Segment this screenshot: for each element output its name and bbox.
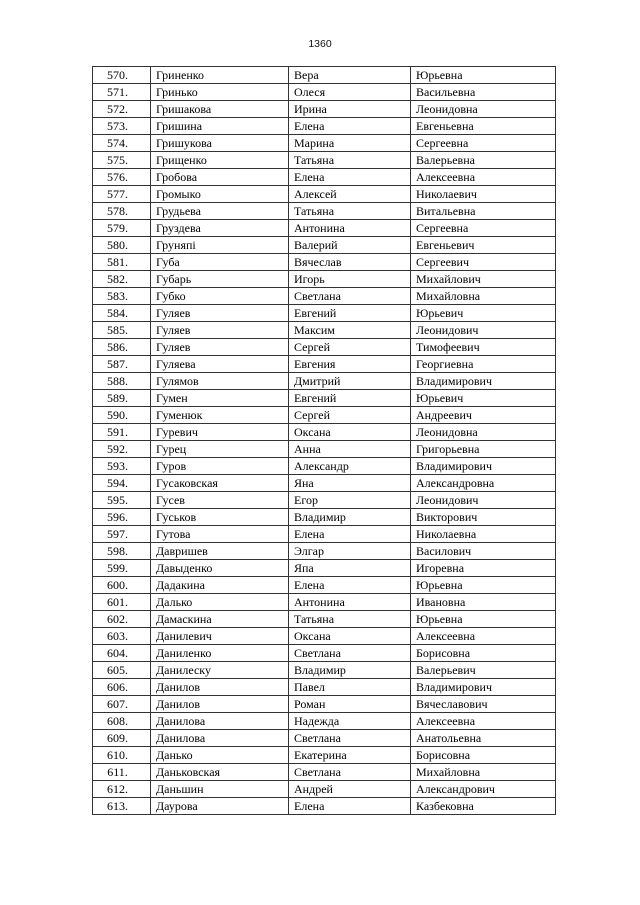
first-name-cell: Татьяна: [289, 152, 411, 169]
row-number-cell: 610.: [93, 747, 151, 764]
patronymic-cell: Игоревна: [411, 560, 556, 577]
patronymic-cell: Сергеевна: [411, 135, 556, 152]
patronymic-cell: Евгеньевна: [411, 118, 556, 135]
first-name-cell: Елена: [289, 798, 411, 815]
patronymic-cell: Вячеславович: [411, 696, 556, 713]
surname-cell: Данилевич: [151, 628, 289, 645]
first-name-cell: Екатерина: [289, 747, 411, 764]
patronymic-cell: Юрьевна: [411, 611, 556, 628]
row-number-cell: 612.: [93, 781, 151, 798]
table-row: [93, 662, 556, 679]
first-name-cell: Евгений: [289, 390, 411, 407]
surname-cell: Гринько: [151, 84, 289, 101]
page-number: 1360: [308, 38, 332, 50]
surname-cell: Гуменюк: [151, 407, 289, 424]
row-number-cell: 585.: [93, 322, 151, 339]
first-name-cell: Светлана: [289, 730, 411, 747]
first-name-cell: Оксана: [289, 424, 411, 441]
patronymic-cell: Казбековна: [411, 798, 556, 815]
row-number-cell: 606.: [93, 679, 151, 696]
table-row: [93, 696, 556, 713]
patronymic-cell: Сергеевич: [411, 254, 556, 271]
surname-cell: Данько: [151, 747, 289, 764]
first-name-cell: Максим: [289, 322, 411, 339]
patronymic-cell: Алексеевна: [411, 169, 556, 186]
patronymic-cell: Михайловна: [411, 288, 556, 305]
row-number-cell: 605.: [93, 662, 151, 679]
patronymic-cell: Юрьевич: [411, 305, 556, 322]
table-row: [93, 373, 556, 390]
patronymic-cell: Валерьевна: [411, 152, 556, 169]
table-row: [93, 577, 556, 594]
table-row: [93, 560, 556, 577]
table-row: [93, 594, 556, 611]
patronymic-cell: Борисовна: [411, 747, 556, 764]
row-number-cell: 591.: [93, 424, 151, 441]
surname-cell: Даньковская: [151, 764, 289, 781]
first-name-cell: Элгар: [289, 543, 411, 560]
surname-cell: Гулямов: [151, 373, 289, 390]
surname-cell: Гуляева: [151, 356, 289, 373]
surname-cell: Гуляев: [151, 305, 289, 322]
surname-cell: Гусев: [151, 492, 289, 509]
patronymic-cell: Тимофеевич: [411, 339, 556, 356]
patronymic-cell: Василович: [411, 543, 556, 560]
patronymic-cell: Васильевна: [411, 84, 556, 101]
table-row: [93, 679, 556, 696]
row-number-cell: 593.: [93, 458, 151, 475]
row-number-cell: 576.: [93, 169, 151, 186]
surname-cell: Гришина: [151, 118, 289, 135]
patronymic-cell: Григорьевна: [411, 441, 556, 458]
first-name-cell: Вячеслав: [289, 254, 411, 271]
row-number-cell: 611.: [93, 764, 151, 781]
table-row: [93, 458, 556, 475]
row-number-cell: 595.: [93, 492, 151, 509]
surname-cell: Данилов: [151, 696, 289, 713]
row-number-cell: 600.: [93, 577, 151, 594]
table-row: [93, 730, 556, 747]
first-name-cell: Светлана: [289, 764, 411, 781]
surname-cell: Даурова: [151, 798, 289, 815]
surname-cell: Гуров: [151, 458, 289, 475]
table-row: [93, 747, 556, 764]
table-row: [93, 645, 556, 662]
surname-cell: Гуляев: [151, 322, 289, 339]
table-row: [93, 356, 556, 373]
surname-cell: Гурец: [151, 441, 289, 458]
first-name-cell: Евгений: [289, 305, 411, 322]
surname-cell: Гробова: [151, 169, 289, 186]
surname-cell: Гуськов: [151, 509, 289, 526]
table-row: [93, 339, 556, 356]
row-number-cell: 582.: [93, 271, 151, 288]
patronymic-cell: Анатольевна: [411, 730, 556, 747]
surname-cell: Данилов: [151, 679, 289, 696]
table-row: [93, 84, 556, 101]
patronymic-cell: Витальевна: [411, 203, 556, 220]
row-number-cell: 603.: [93, 628, 151, 645]
surname-cell: Гусаковская: [151, 475, 289, 492]
first-name-cell: Павел: [289, 679, 411, 696]
patronymic-cell: Владимирович: [411, 373, 556, 390]
table-row: [93, 390, 556, 407]
row-number-cell: 571.: [93, 84, 151, 101]
patronymic-cell: Михайловна: [411, 764, 556, 781]
row-number-cell: 572.: [93, 101, 151, 118]
first-name-cell: Дмитрий: [289, 373, 411, 390]
row-number-cell: 574.: [93, 135, 151, 152]
table-row: [93, 798, 556, 815]
first-name-cell: Антонина: [289, 220, 411, 237]
surname-cell: Губарь: [151, 271, 289, 288]
patronymic-cell: Алексеевна: [411, 713, 556, 730]
table-row: [93, 781, 556, 798]
table-row: [93, 101, 556, 118]
table-row: [93, 203, 556, 220]
surname-cell: Данилова: [151, 730, 289, 747]
table-row: [93, 288, 556, 305]
row-number-cell: 586.: [93, 339, 151, 356]
row-number-cell: 570.: [93, 67, 151, 84]
table-row: [93, 152, 556, 169]
first-name-cell: Антонина: [289, 594, 411, 611]
table-row: [93, 237, 556, 254]
first-name-cell: Елена: [289, 118, 411, 135]
patronymic-cell: Владимирович: [411, 458, 556, 475]
table-row: [93, 271, 556, 288]
first-name-cell: Сергей: [289, 339, 411, 356]
table-row: [93, 543, 556, 560]
surname-cell: Громыко: [151, 186, 289, 203]
surname-cell: Дамаскина: [151, 611, 289, 628]
first-name-cell: Светлана: [289, 645, 411, 662]
surname-cell: Данилова: [151, 713, 289, 730]
patronymic-cell: Юрьевич: [411, 390, 556, 407]
names-table: [92, 66, 556, 815]
patronymic-cell: Валерьевич: [411, 662, 556, 679]
row-number-cell: 588.: [93, 373, 151, 390]
surname-cell: Губко: [151, 288, 289, 305]
row-number-cell: 579.: [93, 220, 151, 237]
first-name-cell: Елена: [289, 577, 411, 594]
first-name-cell: Игорь: [289, 271, 411, 288]
patronymic-cell: Александрович: [411, 781, 556, 798]
patronymic-cell: Сергеевна: [411, 220, 556, 237]
table-row: [93, 509, 556, 526]
first-name-cell: Япа: [289, 560, 411, 577]
first-name-cell: Татьяна: [289, 203, 411, 220]
first-name-cell: Надежда: [289, 713, 411, 730]
surname-cell: Гуревич: [151, 424, 289, 441]
table-row: [93, 628, 556, 645]
surname-cell: Даньшин: [151, 781, 289, 798]
table-row: [93, 713, 556, 730]
surname-cell: Груняпі: [151, 237, 289, 254]
first-name-cell: Елена: [289, 169, 411, 186]
patronymic-cell: Михайлович: [411, 271, 556, 288]
surname-cell: Гуляев: [151, 339, 289, 356]
first-name-cell: Татьяна: [289, 611, 411, 628]
row-number-cell: 599.: [93, 560, 151, 577]
surname-cell: Грудьева: [151, 203, 289, 220]
first-name-cell: Олеся: [289, 84, 411, 101]
row-number-cell: 602.: [93, 611, 151, 628]
row-number-cell: 575.: [93, 152, 151, 169]
table-row: [93, 118, 556, 135]
table-row: [93, 764, 556, 781]
table-row: [93, 526, 556, 543]
patronymic-cell: Андреевич: [411, 407, 556, 424]
surname-cell: Гутова: [151, 526, 289, 543]
table-row: [93, 305, 556, 322]
surname-cell: Гришакова: [151, 101, 289, 118]
table-body: [93, 67, 556, 815]
row-number-cell: 608.: [93, 713, 151, 730]
patronymic-cell: Юрьевна: [411, 67, 556, 84]
patronymic-cell: Леонидовна: [411, 424, 556, 441]
patronymic-cell: Николаевна: [411, 526, 556, 543]
first-name-cell: Андрей: [289, 781, 411, 798]
first-name-cell: Владимир: [289, 509, 411, 526]
surname-cell: Груздева: [151, 220, 289, 237]
table-row: [93, 169, 556, 186]
first-name-cell: Владимир: [289, 662, 411, 679]
table-row: [93, 186, 556, 203]
table-row: [93, 322, 556, 339]
row-number-cell: 601.: [93, 594, 151, 611]
surname-cell: Грищенко: [151, 152, 289, 169]
first-name-cell: Егор: [289, 492, 411, 509]
patronymic-cell: Викторович: [411, 509, 556, 526]
first-name-cell: Александр: [289, 458, 411, 475]
patronymic-cell: Леонидовна: [411, 101, 556, 118]
row-number-cell: 596.: [93, 509, 151, 526]
row-number-cell: 580.: [93, 237, 151, 254]
patronymic-cell: Александровна: [411, 475, 556, 492]
row-number-cell: 607.: [93, 696, 151, 713]
row-number-cell: 592.: [93, 441, 151, 458]
row-number-cell: 577.: [93, 186, 151, 203]
row-number-cell: 581.: [93, 254, 151, 271]
row-number-cell: 613.: [93, 798, 151, 815]
patronymic-cell: Алексеевна: [411, 628, 556, 645]
table-row: [93, 492, 556, 509]
row-number-cell: 597.: [93, 526, 151, 543]
surname-cell: Далько: [151, 594, 289, 611]
first-name-cell: Ирина: [289, 101, 411, 118]
first-name-cell: Светлана: [289, 288, 411, 305]
first-name-cell: Евгения: [289, 356, 411, 373]
row-number-cell: 583.: [93, 288, 151, 305]
surname-cell: Гумен: [151, 390, 289, 407]
first-name-cell: Оксана: [289, 628, 411, 645]
row-number-cell: 594.: [93, 475, 151, 492]
row-number-cell: 584.: [93, 305, 151, 322]
table-row: [93, 424, 556, 441]
first-name-cell: Алексей: [289, 186, 411, 203]
surname-cell: Давришев: [151, 543, 289, 560]
first-name-cell: Сергей: [289, 407, 411, 424]
table-row: [93, 254, 556, 271]
patronymic-cell: Юрьевна: [411, 577, 556, 594]
first-name-cell: Елена: [289, 526, 411, 543]
table-row: [93, 220, 556, 237]
surname-cell: Гришукова: [151, 135, 289, 152]
table-row: [93, 407, 556, 424]
patronymic-cell: Евгеньевич: [411, 237, 556, 254]
row-number-cell: 604.: [93, 645, 151, 662]
surname-cell: Дадакина: [151, 577, 289, 594]
row-number-cell: 609.: [93, 730, 151, 747]
row-number-cell: 589.: [93, 390, 151, 407]
first-name-cell: Анна: [289, 441, 411, 458]
table-row: [93, 67, 556, 84]
surname-cell: Губа: [151, 254, 289, 271]
table-row: [93, 611, 556, 628]
patronymic-cell: Владимирович: [411, 679, 556, 696]
patronymic-cell: Леонидович: [411, 492, 556, 509]
surname-cell: Даниленко: [151, 645, 289, 662]
first-name-cell: Валерий: [289, 237, 411, 254]
surname-cell: Данилеску: [151, 662, 289, 679]
first-name-cell: Роман: [289, 696, 411, 713]
first-name-cell: Яна: [289, 475, 411, 492]
row-number-cell: 578.: [93, 203, 151, 220]
surname-cell: Гриненко: [151, 67, 289, 84]
row-number-cell: 590.: [93, 407, 151, 424]
first-name-cell: Вера: [289, 67, 411, 84]
patronymic-cell: Георгиевна: [411, 356, 556, 373]
table-row: [93, 441, 556, 458]
patronymic-cell: Ивановна: [411, 594, 556, 611]
first-name-cell: Марина: [289, 135, 411, 152]
patronymic-cell: Леонидович: [411, 322, 556, 339]
row-number-cell: 573.: [93, 118, 151, 135]
surname-cell: Давыденко: [151, 560, 289, 577]
table-row: [93, 475, 556, 492]
table-row: [93, 135, 556, 152]
row-number-cell: 598.: [93, 543, 151, 560]
row-number-cell: 587.: [93, 356, 151, 373]
patronymic-cell: Борисовна: [411, 645, 556, 662]
patronymic-cell: Николаевич: [411, 186, 556, 203]
